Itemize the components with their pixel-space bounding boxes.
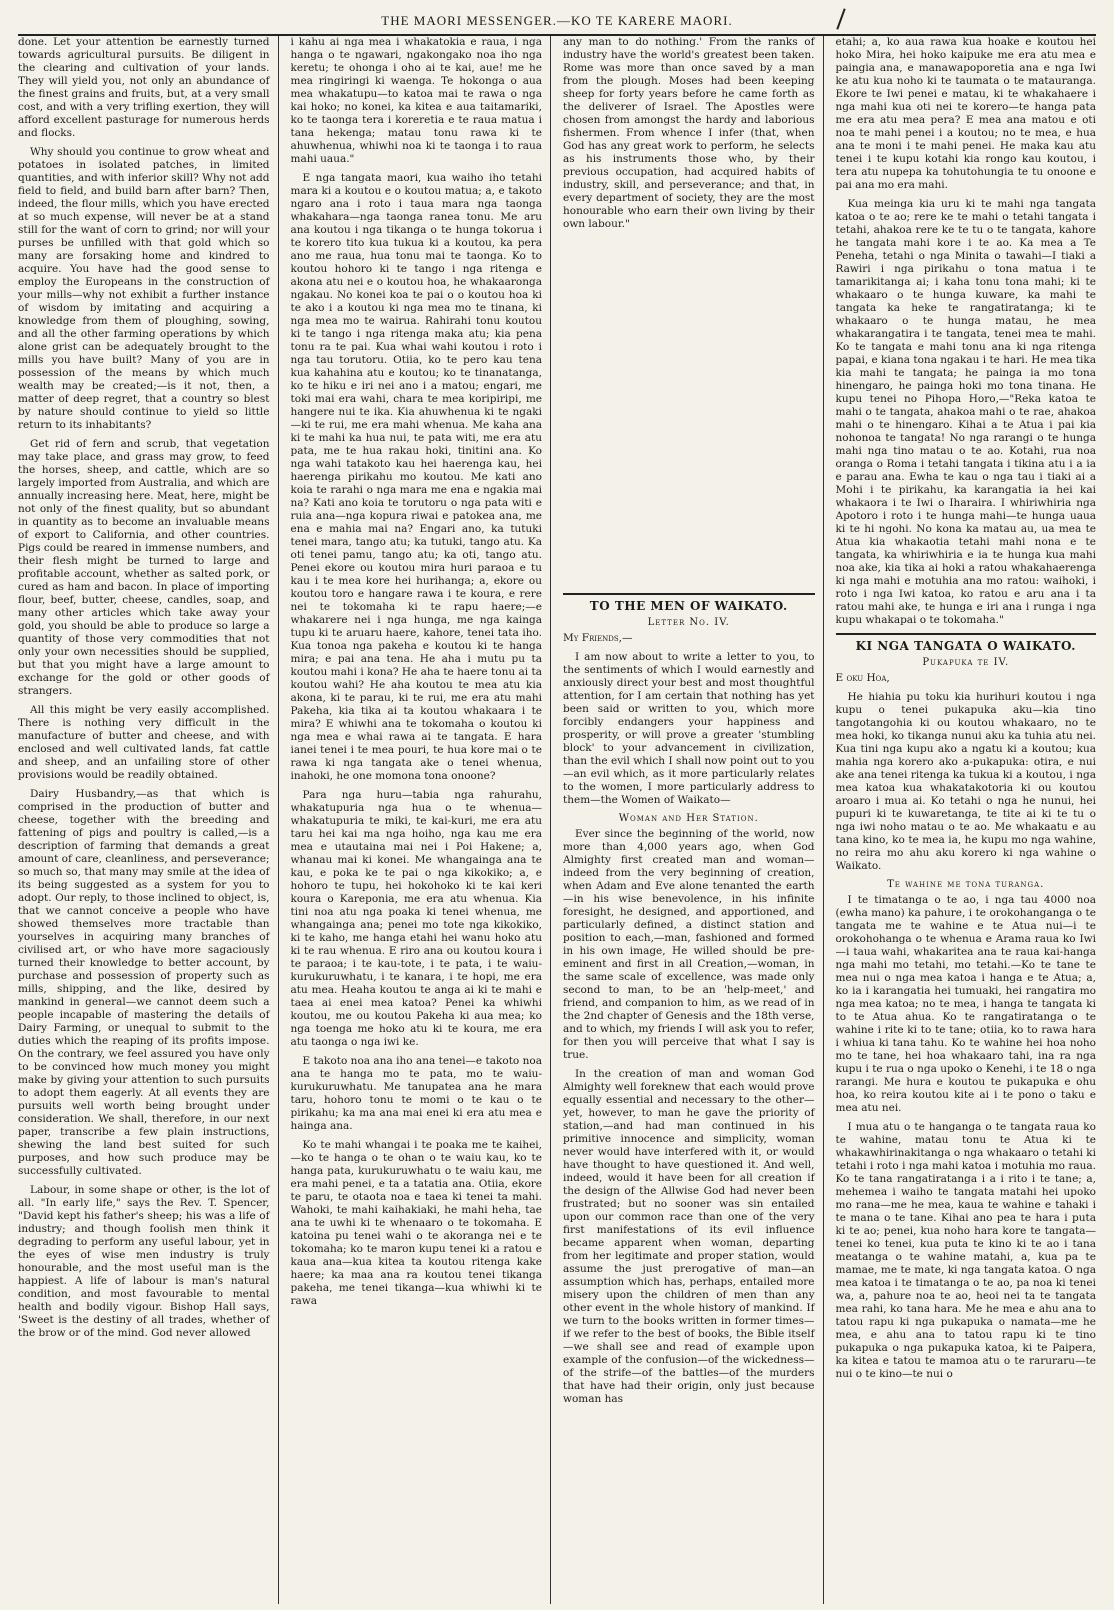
paragraph: I mua atu o te hanganga o te tangata raua ko te wahine, matau tonu te Atua ki te whakawhirinakitanga o nga whakaaro o tetahi ki tetahi i roto i nga mahi katoa i motuhia mo raua. Ko te tana rangatiratanga i a i rito i te tane; a, mehemea i waiho te tangata matahi hei upoko mo rana—me he mea, kaua te wahine e tahaki i te mana o te tane. Kihai ano pea te hara i puta ki te ao; penei, kua noho hara kore te tangata—tenei ko tenei, kua puta te kino ki te ao i tana meatanga o te wahine matahi, a, kua pa te mamae, me te mate, ki nga tangata katoa. O nga mea katoa i te timatanga o te ao, pa noa ki tenei wa, a, pahure noa te ao, heoi nei ta te tangata mea rahi, ko tana hara. Me he mea e ahu ana to tatou rapu ki nga pukapuka o namata—me he mea, e ahu ana to tatou rapu ki te tino pukapuka o nga pukapuka katoa, ki te Paipera, ka kitea e tatou te mamoa atu o te raruraru—te nui o te kino—te nui o [835, 1121, 1096, 1380]
paragraph: He hiahia pu toku kia hurihuri koutou i nga kupu o tenei pukapuka aku—kia tino tangotangohia ki ou koutou whakaaro, no te mea hoki, ko tikanga nunui aku ka tuhia atu nei. Kua tini nga kupu ako a ngatu ki a koutou; kua mahia nga korero ako a-pukapuka: otira, e nui ake ana tenei ritenga ka tukua ki a koutou, i nga mea katoa kua whakatakotoria ki ou koutou aroaro i mua ai. Ko tetahi o nga he nunui, hei pupuri ki te kuwaretanga, te tite ai ki te tu o nga iwi noho matau o te ao. Me whakaatu e au tana kino, ko te mea ia, he kupu mo nga wahine, no reira mo ahu aku korero ki nga wahine o Waikato. [835, 691, 1096, 872]
paragraph: I te timatanga o te ao, i nga tau 4000 noa (ewha mano) ka pahure, i te orokohanganga o te tangata me te wahine e te Atua nui—i te orokohohanga o te whenua e Arama raua ko Iwi—i taua wahi, whakaritea ana te raua kai-hanga nga mahi mo tetahi, mo tetahi.—Ko te tane te mea nui o nga mea katoa i hanga e te Atua; a, ko ia i karangatia hei tumuaki, hei rangatira mo nga mea katoa; no te mea, i hanga te tangata ki to te Atua ahua. Ko te rangatiratanga o te wahine i rite ki to te tane; otiia, ko to rawa hara i whiua ki tana tahu. Ko te wahine hei hoa noho mo te tane, hei hoa whakaaro tahi, ina ra nga kupu i te rua o nga upoko o Kenehi, i te 18 o nga rarangi. Me hura e koutou te pukapuka e ohu hoa, ko reira koutou kite ai i te pono o taku e mea atu nei. [835, 894, 1096, 1114]
column-3 [563, 36, 824, 1604]
masthead-separator: — [556, 13, 571, 28]
paragraph: Dairy Husbandry,—as that which is comprised in the production of butter and cheese, together with the breeding and fattening of pigs and poultry is called,—is a description of farming that demands a great amount of care, cleanliness, and perseverance; so much so, that many may smile at the idea of its being suggested as a system for you to adopt. Our reply, to those inclined to object, is, that we cannot conceive a people who have showed themselves more tractable than yourselves in acquiring many branches of civilised art, or who have more sagaciously turned their knowledge to better account, by purchase and possession of property such as mills, shipping, and the like, desired by mankind in general—we cannot deem such a people incapable of mastering the details of Dairy Farming, or unequal to submit to the duties which the reaping of its profits impose. On the contrary, we feel assured you have only to be convinced how much money you might make by giving your attention to such pursuits to adopt them eagerly. At all events they are pursuits well worth being brought under consideration. We shall, therefore, in our next paper, transcribe a few plain instructions, shewing the land best suited for such purposes, and how such produce may be successfully cultivated. [18, 788, 270, 1177]
salutation: E oku Hoa, [835, 672, 890, 684]
paragraph: any man to do nothing.' From the ranks of industry have the world's greatest been taken. Rome was more than once saved by a man from the plough. Moses had been keeping sheep for forty years before he came forth as the deliverer of Israel. The Apostles were chosen from amongst the hardy and laborious fishermen. From whence I infer (that, when God has any great work to perform, he selects as his instruments those who, by their previous occupation, had acquired habits of industry, skill, and perseverance; and that, in every department of society, they are the most honourable who earn their own living by their own labour." [563, 36, 815, 230]
columns [18, 36, 1096, 1604]
paragraph: Kua meinga kia uru ki te mahi nga tangata katoa o te ao; rere ke te mahi o tetahi tangata i tetahi, ahakoa rere ke te tu o te tangata, kahore he tangata mahi kore i te ao. Ka mea a Te Peneha, tetahi o nga Minita o tawahi—I tiaki a Rawiri i nga pirikahu o tona matua i te tamarikitanga ai; i kaha tonu tona mahi; ki te whakaaro o te hunga kuware, ka mahi te tangata ka heke te rangatiratanga; ki te whakaaro o te hunga matau, he mea whakarangatira i te tangata, tenei mea te mahi. Ko te tangata e mahi tonu ana ki nga ritenga papai, e kiana tona ngakau i te hari. He mea tika kia mahi te tangata; he painga ia mo tona hinengaro, he painga hoki mo tona tinana. He kupu tenei no Pihopa Horo,—"Reka katoa te mahi o te tangata, ahakoa mahi o te rae, ahakoa mahi o te hinengaro. Kihai a te Atua i pai kia nohonoa te tangata! No nga rarangi o te hunga mahi nga tino matau o te ao. Kotahi, rua noa oranga o Roma i tetahi tangata i tikina atu i a ia e parau ana. Ewha te kau o nga tau i tiaki ai a Mohi i te pirikahu, ka karangatia ia hei kai whakaora i te Iwi o Iharaira. I whiriwhiria nga Apotoro i roto i te hunga mahi—te hunga uaua ki te hi ngohi. No kona ka matau au, ua mea te Atua kia whakaotia tetahi mahi nona e te tangata, ka whiriwhiria e ia te hunga kua mahi noa ake, kia tika ai hoki a ratou whakahaerenga ki nga mahi e motuhia ana mo ratou: waihoki, i roto i nga Iwi katoa, ko ratou e aru ana i ta ratou mahi ake, te hunga e iri ana i runga i nga kupu whakapai o te tokomaha." [835, 198, 1096, 626]
paragraph: done. Let your attention be earnestly turned towards agricultural pursuits. Be diligent in the clearing and cultivation of your lands. They will yield you, not only an abundance of the finest grains and fruits, but, at a very small cost, and with a very trifling exertion, they will afford excellent pasturage for numerous herds and flocks. [18, 36, 270, 139]
paragraph: All this might be very easily accomplished. There is nothing very difficult in the manufacture of butter and cheese, and with enclosed and well cultivated lands, fat cattle and sheep, and an unfailing store of other provisions would be readily obtained. [18, 704, 270, 781]
paragraph: Why should you continue to grow wheat and potatoes in isolated patches, in limited quantities, and with inferior skill? Why not add field to field, and build barn after barn? Then, indeed, the flour mills, which you have erected at so much expense, will never be at a stand still for the want of corn to grind; nor will your purses be unfilled with that gold which so many are forsaking home and kindred to acquire. You have had the good sense to employ the Europeans in the construction of your mills—why not exhibit a further instance of wisdom by imitating and acquiring a knowledge from them of ploughing, sowing, and all the other farming operations by which alone grist can be adequately brought to the mills you have built? Many of you are in possession of the means by which much wealth may be created;—is it not, then, a matter of deep regret, that a country so blest by nature should continue to yield so little return to its inhabitants? [18, 146, 270, 431]
paragraph: Get rid of fern and scrub, that vegetation may take place, and grass may grow, to feed the horses, sheep, and cattle, which are so largely imported from Australia, and which are annually increasing here. Meat, here, might be not only of the finest quality, but so abundant in quantity as to become an invaluable means of export to California, and other countries. Pigs could be reared in immense numbers, and their flesh might be turned to large and profitable account, whether as salted pork, or cured as ham and bacon. In place of importing flour, beef, butter, cheese, candles, soap, and many other articles which take away your gold, you should be able to produce so large a quantity of those very commodities that not only your own necessities should be supplied, but that you might have a large amount to exchange for the gold or other goods of strangers. [18, 438, 270, 697]
paragraph: Para nga huru—tabia nga rahurahu, whakatupuria nga hua o te whenua—whakatupuria te miki, te kai-kuri, me era atu taru hei kai ma nga hoiho, nga kau me era mea e utautaina mai nei i Poi Hakene; a, whanau mai ki konei. Me whangainga ana te kau, e poka ke te pai o nga kikokiko; a, e hohoro te tupu, hei hokohoko ki te kai keri koura o Kareponia, me era atu whenua. Kia tini noa atu nga poaka ki tenei whenua, me whangainga ana; penei mo tote nga kikokiko, ki te kaho, me hanga etahi hei wanu hoko atu ki te rau whenua. E riro ana ou koutou koura i te paraoa; i te kau-tote, i te pata, i te waiu-kurukuruwhatu, i te kanara, i te hopi, me era atu mea. Heaha koutou te anga ai ki te mahi e taea ai enei mea katoa? Penei ka whiwhi koutou, me ou koutou Pakeha ki aua mea; ko nga toenga me hoko atu ki te koura, me era atu taonga o nga iwi ke. [290, 789, 542, 1048]
paragraph: Ever since the beginning of the world, now more than 4,000 years ago, when God Almighty first created man and woman—indeed from the very beginning of creation, when Adam and Eve alone tenanted the earth—in his wise benevolence, in his infinite foresight, he designed, and apportioned, and particularly defined, a distinct station and position to each,—man, fashioned and formed in his own image, He willed should be pre-eminent and first in all Creation,—woman, in the same scale of excellence, was made only second to man, to be an 'help-meet,' and friend, and companion to him, as we read of in the 2nd chapter of Genesis and the 18th verse, and to which, my friends I will ask you to refer, for then you will perceive that what I say is true. [563, 828, 815, 1061]
masthead-right: KO TE KARERE MAORI. [570, 13, 733, 28]
section-heading: Woman and Her Station. [618, 813, 759, 824]
masthead [18, 6, 1096, 36]
paragraph: i kahu ai nga mea i whakatokia e raua, i nga hanga o te ngawari, ngakongako noa iho nga keretu; te ohonga i oho ai te kai, aue! me he mea ringiringi ki waenga. Te hokonga o aua mea whakatupu—to katoa mai te rawa o nga kai hoko; no konei, ka kitea e aua taitamariki, ko te taonga tera i koreretia e te raua matua i tana hekenga; matau tonu rawa ki te ahuwhenua, whiwhi noa ki te taonga i to raua mahi uaua." [290, 36, 542, 165]
salutation: My Friends,— [563, 632, 633, 644]
letter-number: Letter No. IV. [647, 617, 730, 628]
masthead-left: THE MAORI MESSENGER. [381, 13, 557, 28]
section-heading: Te wahine me tona turanga. [887, 879, 1045, 890]
paragraph: E takoto noa ana iho ana tenei—e takoto noa ana te hanga mo te pata, mo te waiu-kurukuruwhatu. Me tanupatea ana he mara taru, hohoro tonu te momi o te kau o te pirikahu; ka ma ana mai enei ki era atu mea e hainga ana. [290, 1055, 542, 1132]
paragraph: E nga tangata maori, kua waiho iho tetahi mara ki a koutou e o koutou matua; a, e takoto ngaro ana i roto i taua mara nga taonga whakahara—nga taonga ranea tonu. Me aru ana koutou i nga tikanga o te hunga tokorua i te korero tito kua tukua ki a koutou, ka pera ano me raua, hua tonu mai te taonga. Ko to koutou hohoro ki te tango i nga ritenga e akona atu nei e o koutou hoa, he whakaaronga ngakau. No konei koa te pai o o koutou hoa ki te ako i a koutou ki nga mea mo te tinana, ki nga mea mo te wairua. Rahirahi tonu koutou ki te tango i nga ritenga maka atu; kia pena tonu ra te pai. Kua whai wahi koutou i roto i nga tau torutoru. Otiia, ko te pero kau tena kua kahahina atu e koutou; ko te tinanatanga, ko te hiku e iri nei ano i a matou; engari, me toki mai era wahi, chara te mea koripiripi, me hangere nui te ika. Kia ahuwhenua ki te ngaki—ki te rui, me era mahi whenua. Me kaha ana ki te mahi ka hua nui, te pata witi, me era atu pata, me te hua rakau hoki, tinitini ana. Ko nga wahi tatakoto kau hei haerenga kau, hei haerenga pirikahu mo koutou. Me kati ano koia te rarahi o nga mara me ena e ngakia mai na? Kati ano koia te torutoru o nga pata witi e ruia ana—nga kopura riwai e patokea ana, me ena e mahia mai na? Engari ano, ka tutuki tenei mara, tango atu; ka tutuki, tango atu. Ka oti tenei pamu, tango atu; ka oti, tango atu. Penei ekore ou koutou mira huri paraoa e tu kau i te mea kore hei hurihanga; a, ekore ou koutou toro e hangare rawa i te koura, e rere nei te tokomaha ki te rapu haere;—e whakarere nei i nga hunga, me nga kainga tupu ki te aruaru haere, kahore, tenei tata iho. Kua tonoa nga pakeha e koutou ki te hanga mira; e pai ana tena. He aha i mutu pu ta koutou mahi i kona? He aha te haere tonu ai ta koutou wahi? He aha koutou te mea atu kia akona, ki te parau, ki te rui, me era atu mahi Pakeha, kia tika ai ta koutou whakaara i te mira? E whiwhi ana te tokomaha o koutou ki nga mea e whai rawa ai te tangata. E hara ianei tenei i te mea pouri, te hua kore mai o te rawa ki nga tangata ake o tenei whenua, inahoki, he one momona tona onoone? [290, 172, 542, 782]
article-heading: TO THE MEN OF WAIKATO. [563, 593, 815, 613]
paragraph: etahi; a, ko aua rawa kua hoake e koutou hei hoko Mira, hei hoko kaipuke me era atu mea e paingia ana, e manawapoporetia ana e nga Iwi ke atu kua noho ki te taumata o te matauranga. Ekore te Iwi penei e matau, ki te whakahaere i nga mahi kua oti nei te korero—te hanga pata me era atu mea pera? E mea ana matou e oti noa te mahi penei i a koutou; no te mea, e hua ana te moni i te mahi penei. He maka kau atu tenei i te kupu kotahi kia rongo kau koutou, i tera atu nupepa ka tohutohungia te tu onoone e pai ana mo era mahi. [835, 36, 1096, 191]
paragraph: I am now about to write a letter to you, to the sentiments of which I would earnestly and anxiously direct your best and most thoughtful attention, for I am certain that nothing has yet been said or written to you, which more forcibly endangers your happiness and prosperity, or will prove a greater 'stumbling block' to your advancement in civilization, than the evil which I shall now point out to you—an evil which, as it more particularly relates to the women, I more particularly address to them—the Women of Waikato— [563, 651, 815, 806]
paragraph: Ko te mahi whangai i te poaka me te kaihei,—ko te hanga o te ohan o te waiu kau, ko te hanga pata, kurukuruwhatu o te waiu kau, me era mahi penei, e ta a tatatia ana. Otiia, ekore te paru, te otaota noa e taea ki tenei ta mahi. Wahoki, te mahi kaihakiaki, he mahi heha, tae ana te uwhi ki te whenaaro o te tokomaha. E katoina pu tenei wahi o te akoranga nei e te tokomaha; ko te maron kupu tenei ki a ratou e kaua ana—kua kitea ta koutou ritenga kake haere; ka maa ana ra koutou tenei tikanga pakeha, me tenei tikanga—kua whiwhi ki te rawa [290, 1139, 542, 1307]
column-2 [291, 36, 552, 1604]
paragraph: Labour, in some shape or other, is the lot of all. "In early life," says the Rev. T. Spencer, "David kept his father's sheep; his was a life of industry; and though foolish men think it degrading to perform any useful labour, yet in the eyes of wise men industry is truly honourable, and the most useful man is the happiest. A life of labour is man's natural condition, and most favourable to mental health and bodily vigour. Bishop Hall says, 'Sweet is the destiny of all trades, whether of the brow or of the mind. God never allowed [18, 1184, 270, 1339]
blank-space [563, 237, 815, 587]
paragraph: In the creation of man and woman God Almighty well foreknew that each would prove equally essential and necessary to the other—yet, however, to man he gave the priority of station,—and had man continued in his primitive innocence and simplicity, woman never would have interfered with it, or would have thought to have questioned it. And well, indeed, would it have been for all creation if the design of the Allwise God had never been frustrated; but no sooner was sin entailed upon our common race than one of the very first manifestations of its evil influence became apparent when woman, departing from her legitimate and proper station, would assume the just prerogative of man—an assumption which has, perhaps, entailed more misery upon the children of men than any other event in the whole history of mankind. If we turn to the books written in former times—if we refer to the best of books, the Bible itself—we shall see and read of example upon example of the confusion—of the wickedness—of the strife—of the battles—of the murders that have had their origin, only just because woman has [563, 1068, 815, 1405]
article-heading: KI NGA TANGATA O WAIKATO. [836, 633, 1097, 653]
column-1 [18, 36, 279, 1604]
column-4 [836, 36, 1097, 1604]
letter-number: Pukapuka te IV. [922, 657, 1010, 668]
